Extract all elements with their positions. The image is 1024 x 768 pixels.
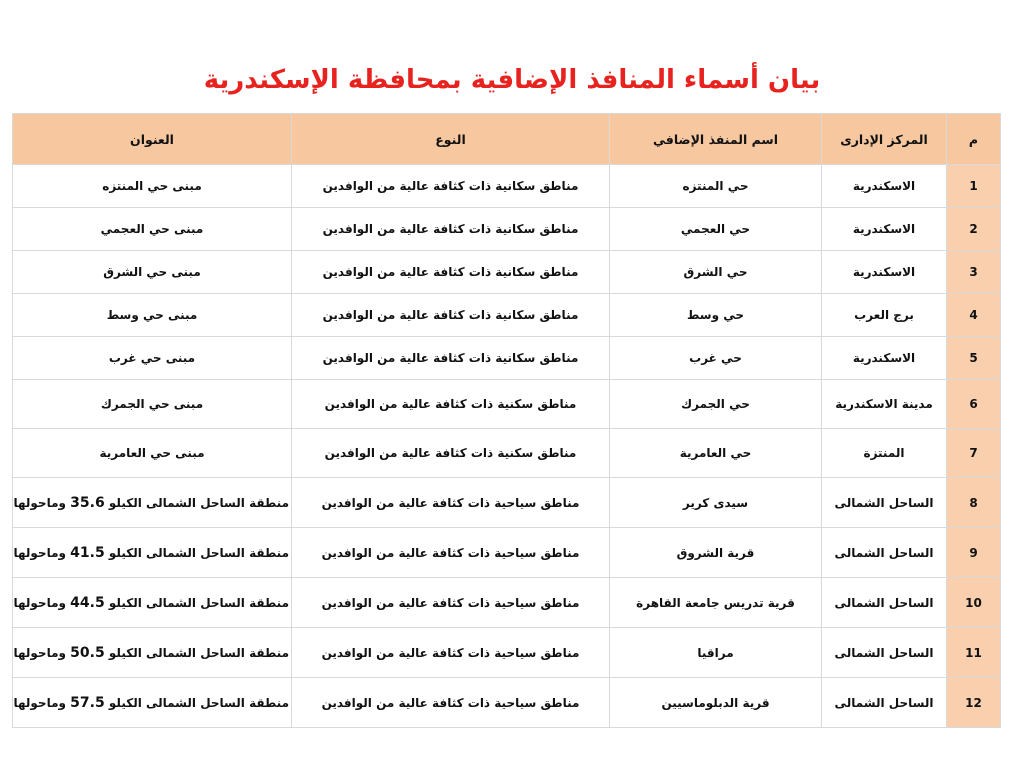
row-outlet: حي غرب xyxy=(610,337,822,380)
row-address: مبنى حي وسط xyxy=(13,294,292,337)
row-center: مدينة الاسكندرية xyxy=(822,380,947,429)
table-row xyxy=(13,165,1001,208)
row-outlet: سيدى كرير xyxy=(610,478,822,528)
row-type: مناطق سكانية ذات كثافة عالية من الوافدين xyxy=(292,337,610,380)
row-center: الساحل الشمالى xyxy=(822,628,947,678)
table-row xyxy=(13,628,1001,678)
header-type: النوع xyxy=(292,114,610,165)
row-center: الاسكندرية xyxy=(822,165,947,208)
row-address xyxy=(13,678,292,728)
address-area: منطقة الساحل الشمالى الكيلو xyxy=(108,645,289,660)
row-num: 6 xyxy=(947,380,1001,429)
row-outlet: حي المنتزه xyxy=(610,165,822,208)
row-type: مناطق سكانية ذات كثافة عالية من الوافدين xyxy=(292,251,610,294)
table-row xyxy=(13,337,1001,380)
row-num: 1 xyxy=(947,165,1001,208)
address-surroundings: وماحولها xyxy=(13,695,66,710)
page-title: بيان أسماء المنافذ الإضافية بمحافظة الإسكندرية xyxy=(203,65,821,95)
table-row xyxy=(13,678,1001,728)
row-outlet: حي العجمي xyxy=(610,208,822,251)
row-center: برج العرب xyxy=(822,294,947,337)
row-address: مبنى حي المنتزه xyxy=(13,165,292,208)
row-center: الساحل الشمالى xyxy=(822,528,947,578)
row-num: 5 xyxy=(947,337,1001,380)
header-address: العنوان xyxy=(13,114,292,165)
table-row xyxy=(13,578,1001,628)
row-address xyxy=(13,528,292,578)
row-address xyxy=(13,578,292,628)
row-outlet: قرية تدريس جامعة القاهرة xyxy=(610,578,822,628)
row-address: مبنى حي العجمي xyxy=(13,208,292,251)
row-center: الاسكندرية xyxy=(822,208,947,251)
address-km: 41.5 xyxy=(70,544,105,561)
table-row xyxy=(13,528,1001,578)
row-outlet: قرية الشروق xyxy=(610,528,822,578)
row-center: الساحل الشمالى xyxy=(822,578,947,628)
row-num: 12 xyxy=(947,678,1001,728)
row-type: مناطق سكانية ذات كثافة عالية من الوافدين xyxy=(292,294,610,337)
row-num: 2 xyxy=(947,208,1001,251)
row-outlet: قرية الدبلوماسيين xyxy=(610,678,822,728)
row-center: المنتزة xyxy=(822,429,947,478)
row-center: الاسكندرية xyxy=(822,337,947,380)
table-row xyxy=(13,294,1001,337)
row-num: 10 xyxy=(947,578,1001,628)
row-address: مبنى حي الجمرك xyxy=(13,380,292,429)
table-header-row xyxy=(13,114,1001,165)
row-outlet: حي العامرية xyxy=(610,429,822,478)
row-address xyxy=(13,478,292,528)
address-km: 50.5 xyxy=(70,644,105,661)
row-address: مبنى حي العامرية xyxy=(13,429,292,478)
row-center: الساحل الشمالى xyxy=(822,478,947,528)
row-type: مناطق سياحية ذات كثافة عالية من الوافدين xyxy=(292,578,610,628)
row-type: مناطق سكانية ذات كثافة عالية من الوافدين xyxy=(292,208,610,251)
row-center: الساحل الشمالى xyxy=(822,678,947,728)
row-outlet: حي الشرق xyxy=(610,251,822,294)
address-km: 35.6 xyxy=(70,494,105,511)
row-outlet: حي الجمرك xyxy=(610,380,822,429)
row-num: 11 xyxy=(947,628,1001,678)
row-type: مناطق سكنية ذات كثافة عالية من الوافدين xyxy=(292,380,610,429)
header-outlet: اسم المنفذ الإضافي xyxy=(610,114,822,165)
address-km: 44.5 xyxy=(70,594,105,611)
address-area: منطقة الساحل الشمالى الكيلو xyxy=(108,595,289,610)
header-center: المركز الإدارى xyxy=(822,114,947,165)
row-address: مبنى حي الشرق xyxy=(13,251,292,294)
table-row xyxy=(13,251,1001,294)
row-type: مناطق سكانية ذات كثافة عالية من الوافدين xyxy=(292,165,610,208)
row-type: مناطق سياحية ذات كثافة عالية من الوافدين xyxy=(292,478,610,528)
row-type: مناطق سياحية ذات كثافة عالية من الوافدين xyxy=(292,628,610,678)
row-num: 4 xyxy=(947,294,1001,337)
table-row xyxy=(13,208,1001,251)
row-address: مبنى حي غرب xyxy=(13,337,292,380)
row-num: 9 xyxy=(947,528,1001,578)
row-address xyxy=(13,628,292,678)
header-num: م xyxy=(947,114,1001,165)
table-row xyxy=(13,380,1001,429)
row-type: مناطق سياحية ذات كثافة عالية من الوافدين xyxy=(292,528,610,578)
row-type: مناطق سياحية ذات كثافة عالية من الوافدين xyxy=(292,678,610,728)
address-area: منطقة الساحل الشمالى الكيلو xyxy=(108,545,289,560)
address-area: منطقة الساحل الشمالى الكيلو xyxy=(108,495,289,510)
row-outlet: حي وسط xyxy=(610,294,822,337)
row-num: 8 xyxy=(947,478,1001,528)
row-center: الاسكندرية xyxy=(822,251,947,294)
address-area: منطقة الساحل الشمالى الكيلو xyxy=(108,695,289,710)
address-surroundings: وماحولها xyxy=(13,545,66,560)
table-row xyxy=(13,478,1001,528)
row-outlet: مراقيا xyxy=(610,628,822,678)
outlets-table xyxy=(12,113,1001,728)
address-surroundings: وماحولها xyxy=(13,595,66,610)
row-num: 3 xyxy=(947,251,1001,294)
row-type: مناطق سكنية ذات كثافة عالية من الوافدين xyxy=(292,429,610,478)
address-km: 57.5 xyxy=(70,694,105,711)
address-surroundings: وماحولها xyxy=(13,495,66,510)
row-num: 7 xyxy=(947,429,1001,478)
table-row xyxy=(13,429,1001,478)
address-surroundings: وماحولها xyxy=(13,645,66,660)
